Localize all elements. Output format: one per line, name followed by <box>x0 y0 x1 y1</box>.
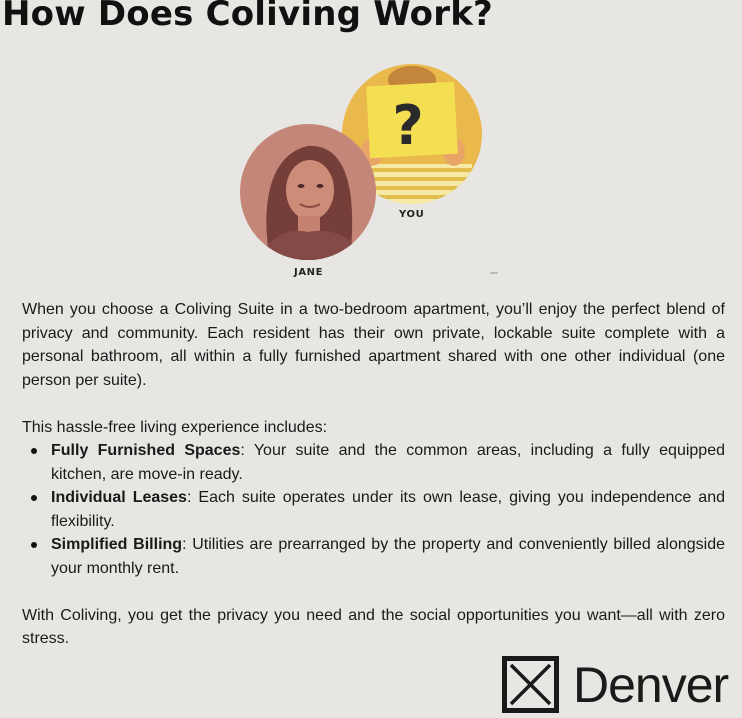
article-body <box>22 298 725 651</box>
logo-wordmark: Denver <box>573 656 729 713</box>
x-box-icon <box>502 656 559 713</box>
closing-paragraph: With Coliving, you get the privacy you need and the social opportunities you want—all with zero stress. <box>22 606 725 647</box>
feature-term: Fully Furnished Spaces <box>51 442 241 459</box>
list-item <box>51 533 725 580</box>
jane-avatar <box>240 124 376 260</box>
feature-text: : Each suite operates under its own lease, giving you independence and flexibility. <box>51 489 725 530</box>
brand-logo <box>502 656 728 713</box>
you-caption: YOU <box>399 209 425 220</box>
feature-text: : Your suite and the common areas, including a fully equipped kitchen, are move-in ready. <box>51 442 725 483</box>
page-title: How Does Coliving Work? <box>2 0 493 34</box>
intro-paragraph: When you choose a Coliving Suite in a two-bedroom apartment, you’ll enjoy the perfect blend of privacy and community. Each resident has their own private, lockable suite complete with a personal bathroom, all within a fully furnished apartment shared with one other individual (one person per suite). <box>22 301 725 389</box>
feature-text: : Utilities are prearranged by the property and conveniently billed alongside your monthly rent. <box>51 536 726 577</box>
feature-term: Simplified Billing <box>51 536 183 553</box>
list-intro: This hassle-free living experience includes: <box>22 418 328 436</box>
feature-list <box>22 439 725 580</box>
feature-term: Individual Leases <box>51 489 187 506</box>
question-mark-icon: ? <box>392 94 424 157</box>
list-item <box>51 439 725 486</box>
list-item <box>51 486 725 533</box>
jane-caption: JANE <box>294 267 324 278</box>
decorative-tick <box>490 272 498 274</box>
